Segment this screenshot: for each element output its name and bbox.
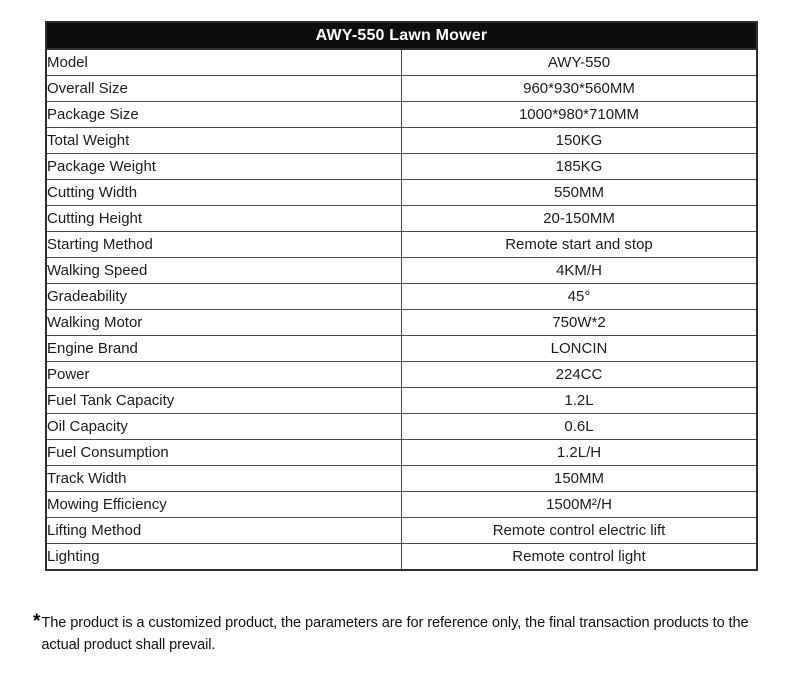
spec-value-cell: 1.2L/H — [402, 440, 758, 466]
spec-table — [45, 21, 758, 571]
spec-label-cell: Model — [46, 49, 402, 76]
spec-label-cell: Overall Size — [46, 76, 402, 102]
table-row — [46, 362, 757, 388]
spec-value-cell: 750W*2 — [402, 310, 758, 336]
table-row — [46, 544, 757, 571]
spec-label-cell: Power — [46, 362, 402, 388]
spec-value-cell: 550MM — [402, 180, 758, 206]
spec-value-cell: Remote control electric lift — [402, 518, 758, 544]
spec-value-cell: 150MM — [402, 466, 758, 492]
table-row — [46, 284, 757, 310]
table-row — [46, 388, 757, 414]
spec-label-cell: Lifting Method — [46, 518, 402, 544]
spec-value-cell: 0.6L — [402, 414, 758, 440]
table-row — [46, 258, 757, 284]
footnote-text: The product is a customized product, the parameters are for reference only, the final transaction products to the actual product shall prevail. — [41, 615, 749, 653]
spec-value-cell: LONCIN — [402, 336, 758, 362]
table-row — [46, 492, 757, 518]
spec-value-cell: 1.2L — [402, 388, 758, 414]
spec-value-cell: 224CC — [402, 362, 758, 388]
table-row — [46, 206, 757, 232]
table-row — [46, 76, 757, 102]
table-row — [46, 102, 757, 128]
spec-label-cell: Track Width — [46, 466, 402, 492]
spec-value-cell: 960*930*560MM — [402, 76, 758, 102]
table-row — [46, 232, 757, 258]
spec-label-cell: Total Weight — [46, 128, 402, 154]
table-row — [46, 49, 757, 76]
table-row — [46, 440, 757, 466]
spec-value-cell: 150KG — [402, 128, 758, 154]
table-row — [46, 154, 757, 180]
spec-table-body — [46, 49, 757, 570]
table-title: AWY-550 Lawn Mower — [46, 22, 757, 49]
spec-label-cell: Fuel Tank Capacity — [46, 388, 402, 414]
table-row — [46, 414, 757, 440]
spec-label-cell: Walking Speed — [46, 258, 402, 284]
spec-label-cell: Walking Motor — [46, 310, 402, 336]
spec-label-cell: Engine Brand — [46, 336, 402, 362]
spec-value-cell: Remote start and stop — [402, 232, 758, 258]
spec-label-cell: Package Size — [46, 102, 402, 128]
spec-value-cell: Remote control light — [402, 544, 758, 571]
spec-label-cell: Fuel Consumption — [46, 440, 402, 466]
spec-value-cell: AWY-550 — [402, 49, 758, 76]
spec-label-cell: Starting Method — [46, 232, 402, 258]
spec-value-cell: 45° — [402, 284, 758, 310]
table-row — [46, 128, 757, 154]
table-row — [46, 310, 757, 336]
spec-label-cell: Mowing Efficiency — [46, 492, 402, 518]
table-header-row — [46, 22, 757, 49]
spec-value-cell: 20-150MM — [402, 206, 758, 232]
footnote — [33, 612, 793, 656]
spec-label-cell: Package Weight — [46, 154, 402, 180]
spec-label-cell: Cutting Height — [46, 206, 402, 232]
spec-label-cell: Cutting Width — [46, 180, 402, 206]
table-row — [46, 466, 757, 492]
table-row — [46, 518, 757, 544]
footnote-asterisk: * — [33, 611, 41, 632]
spec-label-cell: Oil Capacity — [46, 414, 402, 440]
spec-value-cell: 4KM/H — [402, 258, 758, 284]
table-row — [46, 336, 757, 362]
spec-value-cell: 185KG — [402, 154, 758, 180]
spec-label-cell: Gradeability — [46, 284, 402, 310]
spec-value-cell: 1000*980*710MM — [402, 102, 758, 128]
spec-label-cell: Lighting — [46, 544, 402, 571]
spec-value-cell: 1500M²/H — [402, 492, 758, 518]
table-row — [46, 180, 757, 206]
